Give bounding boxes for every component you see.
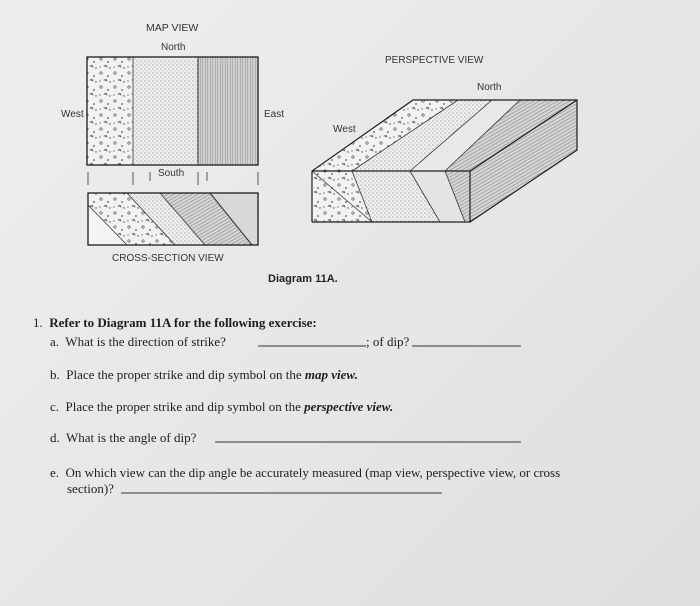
perspective-view [312,100,577,222]
question-e-letter: e. [50,465,60,480]
question-a [50,334,226,350]
question-e-line1: On which view can the dip angle be accurately measured (map view, perspective view, or cross [65,465,561,480]
cross-section-title: CROSS-SECTION VIEW [112,253,224,264]
question-d [50,430,196,446]
cross-section-view [88,193,258,245]
map-south-label: South [158,168,185,179]
map-sandstone-band [133,57,198,165]
question-a-dip: ; of dip? [366,334,410,349]
map-shale-band [198,57,258,165]
perspective-view-title: PERSPECTIVE VIEW [385,55,484,66]
question-a-text: What is the direction of strike? [65,334,226,349]
map-north-label: North [161,42,186,53]
exercise-1-prompt [33,315,317,331]
question-e-line2: section)? [67,481,114,496]
question-c-emphasis: perspective view. [304,399,394,414]
question-b-text: Place the proper strike and dip symbol on the [66,367,302,382]
question-c [50,399,393,415]
map-view-title: MAP VIEW [146,22,199,34]
question-d-letter: d. [50,430,60,445]
question-d-text: What is the angle of dip? [66,430,197,445]
perspective-north-label: North [477,82,502,93]
map-east-label: East [264,109,285,120]
exercise-prompt-text: Refer to Diagram 11A for the following exercise: [49,315,317,330]
question-a-letter: a. [50,334,60,349]
map-west-label: West [61,109,84,120]
question-c-text: Place the proper strike and dip symbol on the [65,399,301,414]
map-view [87,57,258,165]
question-c-letter: c. [50,399,60,414]
exercise-number: 1. [33,315,43,330]
diagram-caption: Diagram 11A. [268,273,338,285]
question-b-letter: b. [50,367,60,382]
question-e [50,465,560,481]
perspective-west-label: West [333,124,356,135]
map-conglomerate-band [87,57,133,165]
question-b [50,367,358,383]
question-b-emphasis: map view. [304,367,358,382]
